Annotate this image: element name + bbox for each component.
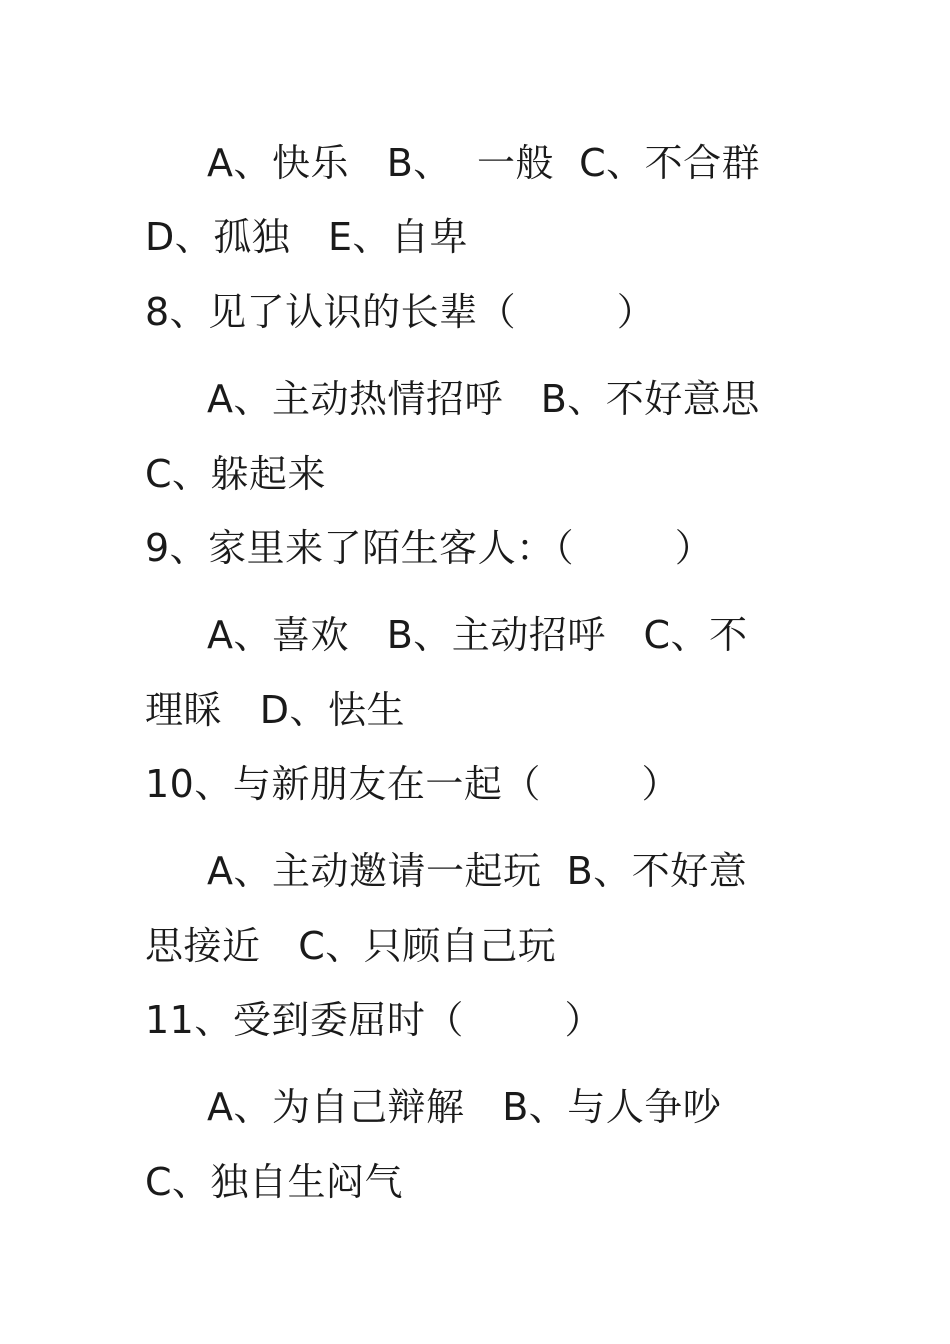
q7-options-line-2: D、孤独 E、自卑 xyxy=(145,215,469,259)
q8-options-line-2: C、躲起来 xyxy=(145,452,327,496)
q11-options-line-2: C、独自生闷气 xyxy=(145,1160,404,1204)
q9-options-line-2: 理睬 D、怯生 xyxy=(145,688,405,732)
q11-options-line-1: A、为自己辩解 B、与人争吵 xyxy=(207,1085,722,1129)
q8-options-line-1: A、主动热情招呼 B、不好意思 xyxy=(207,377,760,421)
q10-options-line-1: A、主动邀请一起玩 B、不好意 xyxy=(207,849,748,893)
q7-options-line-1: A、快乐 B、 一般 C、不合群 xyxy=(207,141,761,185)
q9-question: 9、家里来了陌生客人：（ ） xyxy=(145,526,714,570)
q10-options-line-2: 思接近 C、只顾自己玩 xyxy=(145,924,557,968)
q10-question: 10、与新朋友在一起（ ） xyxy=(145,762,680,806)
q9-options-line-1: A、喜欢 B、主动招呼 C、不 xyxy=(207,613,748,657)
q11-question: 11、受到委屈时（ ） xyxy=(145,998,603,1042)
q8-question: 8、见了认识的长辈（ ） xyxy=(145,290,656,334)
